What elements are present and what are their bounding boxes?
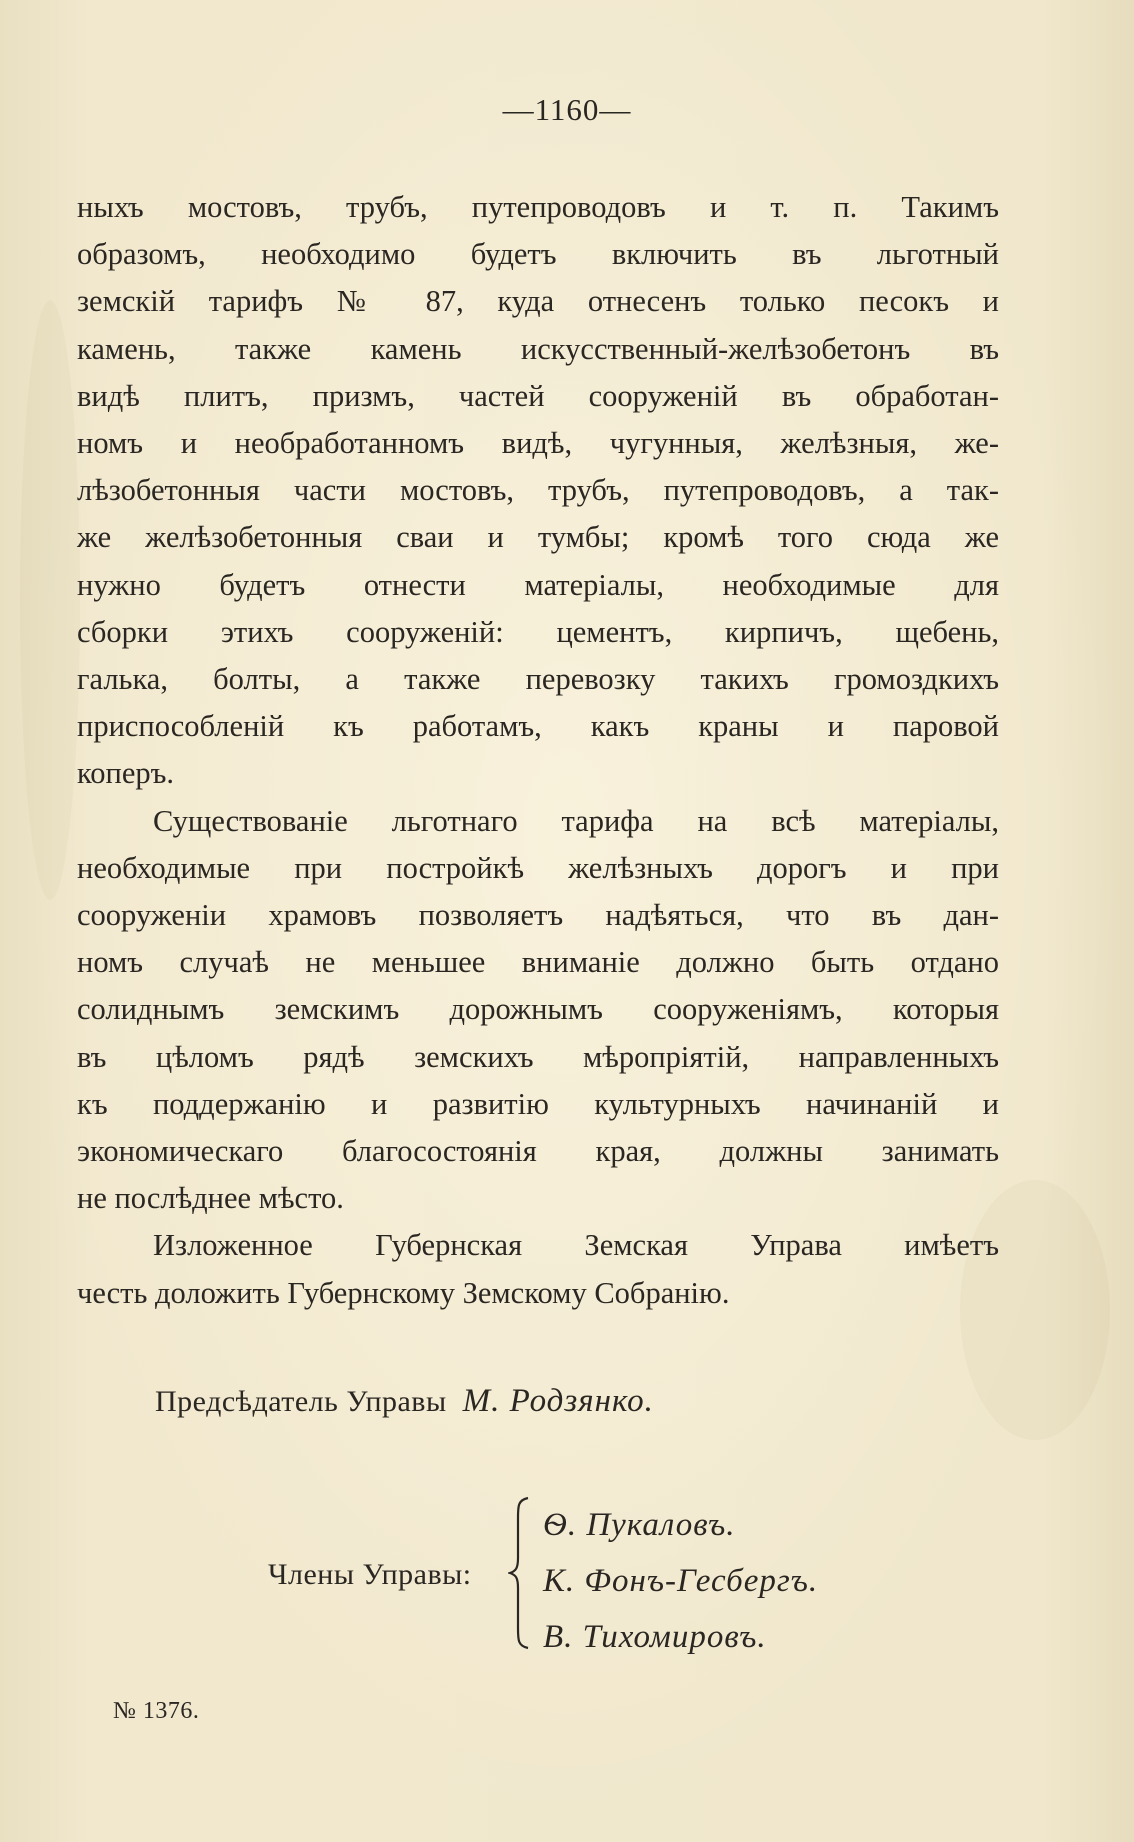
text-line: сборки этихъ сооруженій: цементъ, кирпичъ, щебень, bbox=[77, 614, 999, 649]
text-line: въ цѣломъ рядѣ земскихъ мѣропріятій, направленныхъ bbox=[77, 1039, 999, 1074]
text-line: необходимые при постройкѣ желѣзныхъ дорогъ и при bbox=[77, 850, 999, 885]
text-line: камень, также камень искусственный-желѣзобетонъ въ bbox=[77, 331, 999, 366]
text-line: образомъ, необходимо будетъ включить въ льготный bbox=[77, 237, 999, 272]
member-name: Ѳ. Пукаловъ. bbox=[543, 1507, 736, 1543]
text-line: приспособленій къ работамъ, какъ краны и паровой bbox=[77, 709, 999, 744]
text-line: Изложенное Губернская Земская Управа имѣетъ bbox=[153, 1228, 999, 1263]
text-line: видѣ плитъ, призмъ, частей сооруженій въ обработан- bbox=[77, 378, 999, 413]
paragraph-3 bbox=[77, 1222, 999, 1316]
text-line: земскій тарифъ № 87, куда отнесенъ только песокъ и bbox=[77, 284, 999, 319]
text-line: номъ случаѣ не меньшее вниманіе должно быть отдано bbox=[77, 945, 999, 980]
chairman-name: М. Родзянко. bbox=[462, 1383, 654, 1419]
member-name: В. Тихомировъ. bbox=[543, 1619, 767, 1655]
text-line: же желѣзобетонныя сваи и тумбы; кромѣ того сюда же bbox=[77, 520, 999, 555]
text-line: Существованіе льготнаго тарифа на всѣ матеріалы, bbox=[153, 803, 999, 838]
text-line: ныхъ мостовъ, трубъ, путепроводовъ и т. п. Такимъ bbox=[77, 190, 999, 224]
member-name: К. Фонъ-Гесбергъ. bbox=[543, 1563, 819, 1599]
text-line: галька, болты, а также перевозку такихъ громоздкихъ bbox=[77, 662, 999, 697]
text-line: номъ и необработанномъ видѣ, чугунныя, желѣзныя, же- bbox=[77, 426, 999, 461]
members-list bbox=[543, 1497, 818, 1665]
text-line: коперъ. bbox=[77, 756, 175, 791]
body-text bbox=[77, 184, 999, 1317]
page-number: —1160— bbox=[502, 92, 632, 127]
text-line: честь доложить Губернскому Земскому Собранію. bbox=[77, 1275, 730, 1310]
chairman-label: Предсѣдатель Управы bbox=[155, 1385, 447, 1418]
members-label: Члены Управы: bbox=[268, 1558, 472, 1591]
text-line: не послѣднее мѣсто. bbox=[77, 1181, 344, 1216]
curly-brace-icon bbox=[508, 1496, 534, 1650]
paragraph-2 bbox=[77, 798, 999, 1223]
paper-stain bbox=[20, 300, 80, 900]
paragraph-1 bbox=[77, 184, 999, 798]
text-line: нужно будетъ отнести матеріалы, необходимые для bbox=[77, 567, 999, 602]
text-line: къ поддержанію и развитію культурныхъ начинаній и bbox=[77, 1086, 999, 1121]
text-line: солиднымъ земскимъ дорожнымъ сооруженіямъ, которыя bbox=[77, 992, 999, 1027]
text-line: сооруженіи храмовъ позволяетъ надѣяться, что въ дан- bbox=[77, 898, 999, 933]
text-line: лѣзобетонныя части мостовъ, трубъ, путепроводовъ, а так- bbox=[77, 473, 999, 508]
document-number: № 1376. bbox=[113, 1698, 200, 1724]
text-line: экономическаго благосостоянія края, должны занимать bbox=[77, 1134, 999, 1169]
chairman-signature-line bbox=[155, 1383, 654, 1420]
